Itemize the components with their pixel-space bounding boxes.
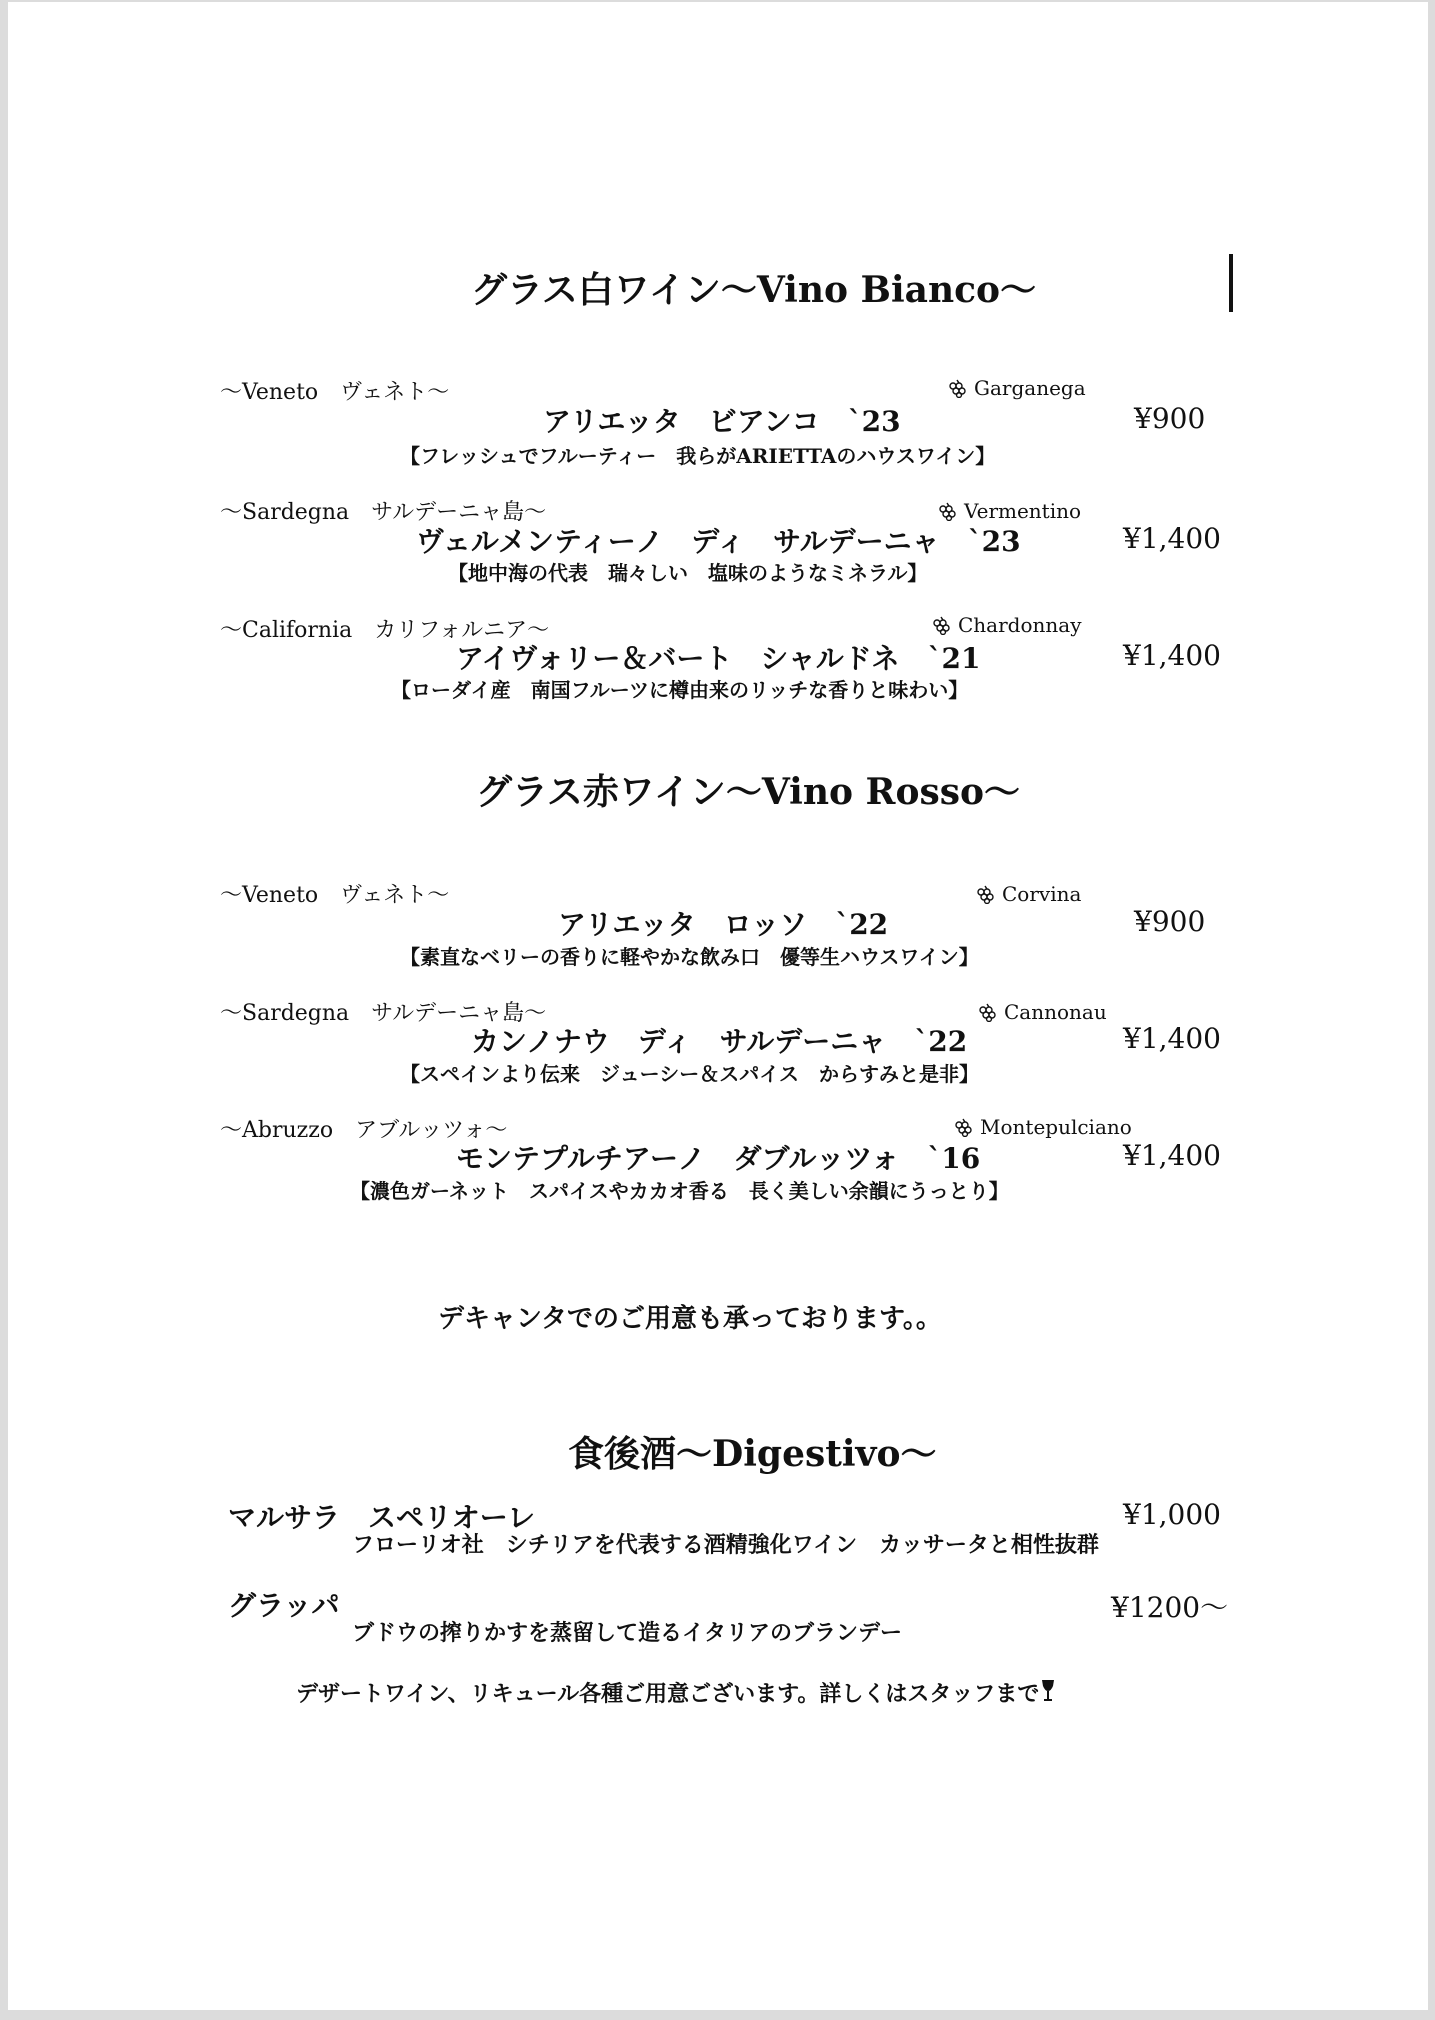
white-wine-title: グラス白ワイン～Vino Bianco～: [471, 269, 1037, 311]
menu-page: [8, 2, 1428, 2010]
digestivo-name: グラッパ: [228, 1589, 340, 1622]
wine-region: ～Veneto ヴェネト～: [220, 883, 450, 908]
wine-description: 【濃色ガーネット スパイスやカカオ香る 長く美しい余韻にうっとり】: [350, 1179, 1009, 1203]
grape-label: Vermentino: [964, 499, 1082, 523]
grape-variety: [930, 613, 1082, 637]
grape-icon: [952, 1117, 974, 1137]
wine-price: ¥1,400: [1123, 1139, 1221, 1172]
grape-label: Garganega: [974, 376, 1086, 400]
wine-region: ～Sardegna サルデーニャ島～: [220, 500, 547, 525]
grape-icon: [930, 615, 952, 635]
wine-region: ～Veneto ヴェネト～: [220, 380, 450, 405]
grape-label: Chardonnay: [958, 613, 1082, 637]
wine-description: 【スペインより伝来 ジューシー＆スパイス からすみと是非】: [400, 1062, 979, 1086]
digestivo-description: フローリオ社 シチリアを代表する酒精強化ワイン カッサータと相性抜群: [352, 1532, 1099, 1558]
wine-region: ～California カリフォルニア～: [220, 618, 550, 643]
wine-price: ¥1,400: [1123, 1022, 1221, 1055]
wine-name: アイヴォリー＆バート シャルドネ `21: [456, 642, 981, 675]
wine-description: 【素直なベリーの香りに軽やかな飲み口 優等生ハウスワイン】: [400, 945, 979, 969]
wine-price: ¥900: [1134, 905, 1206, 938]
wine-region: ～Sardegna サルデーニャ島～: [220, 1001, 547, 1026]
grape-icon: [946, 378, 968, 398]
wine-description: 【ローダイ産 南国フルーツに樽由来のリッチな香りと味わい】: [391, 678, 969, 702]
wine-description: 【フレッシュでフルーティー 我らがARIETTAのハウスワイン】: [400, 444, 996, 468]
wine-price: ¥900: [1134, 402, 1206, 435]
grape-label: Corvina: [1002, 882, 1082, 906]
decanter-note: デキャンタでのご用意も承っております。。: [438, 1304, 942, 1334]
wine-name: モンテプルチアーノ ダブルッツォ `16: [456, 1142, 981, 1175]
grape-label: Montepulciano: [980, 1115, 1132, 1139]
grape-icon: [976, 1002, 998, 1022]
footer-note-text: デザートワイン、リキュール各種ご用意ございます。詳しくはスタッフまで: [296, 1681, 1040, 1707]
wine-price: ¥1,400: [1123, 522, 1221, 555]
digestivo-description: ブドウの搾りかすを蒸留して造るイタリアのブランデー: [352, 1620, 903, 1646]
digestivo-title: 食後酒～Digestivo～: [568, 1433, 937, 1475]
digestivo-price: ¥1,000: [1123, 1498, 1221, 1531]
wine-name: アリエッタ ロッソ `22: [558, 908, 889, 941]
grape-variety: [976, 1000, 1107, 1024]
wine-glass-icon: [1041, 1679, 1055, 1703]
red-wine-title: グラス赤ワイン～Vino Rosso～: [476, 771, 1021, 813]
footer-note: [296, 1677, 1055, 1708]
grape-variety: [952, 1115, 1132, 1139]
digestivo-price: ¥1200～: [1111, 1591, 1229, 1624]
wine-name: カンノナウ ディ サルデーニャ `22: [471, 1025, 968, 1058]
wine-region: ～Abruzzo アブルッツォ～: [220, 1118, 508, 1143]
wine-description: 【地中海の代表 瑞々しい 塩味のようなミネラル】: [448, 561, 928, 585]
wine-name: ヴェルメンティーノ ディ サルデーニャ `23: [416, 525, 1021, 558]
grape-icon: [974, 884, 996, 904]
digestivo-name: マルサラ スペリオーレ: [228, 1501, 536, 1534]
grape-icon: [936, 501, 958, 521]
wine-price: ¥1,400: [1123, 639, 1221, 672]
wine-name: アリエッタ ビアンコ `23: [543, 405, 901, 438]
grape-label: Cannonau: [1004, 1000, 1107, 1024]
grape-variety: [974, 882, 1081, 906]
grape-variety: [946, 376, 1086, 400]
text-cursor-bar: [1229, 254, 1233, 312]
